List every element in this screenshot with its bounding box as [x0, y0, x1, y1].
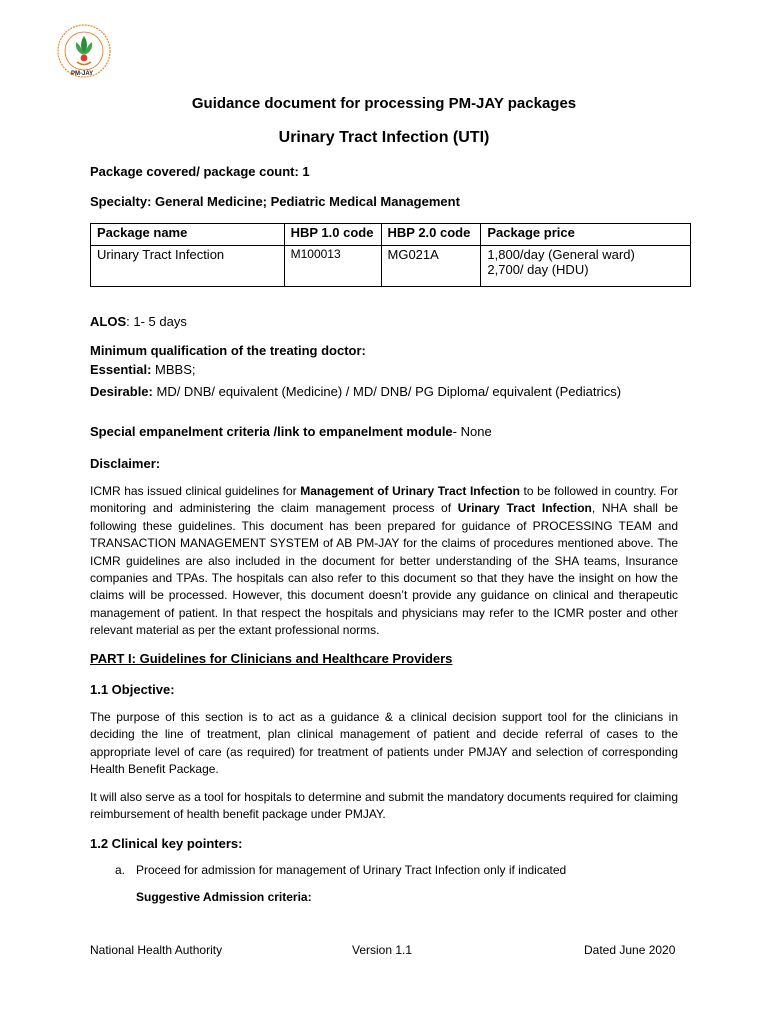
price-general-ward: 1,800/day (General ward)	[487, 247, 635, 262]
footer-left: National Health Authority	[90, 943, 223, 957]
desirable-qualification	[90, 384, 621, 399]
essential-qualification	[90, 362, 196, 377]
essential-value: MBBS;	[151, 362, 196, 377]
disclaimer-text-2: Management of Urinary Tract Infection	[300, 484, 520, 498]
header-hbp2-code: HBP 2.0 code	[381, 224, 481, 246]
admission-criteria-heading: Suggestive Admission criteria:	[136, 890, 312, 904]
cell-package-name: Urinary Tract Infection	[91, 246, 285, 287]
objective-paragraph-2: It will also serve as a tool for hospitals to determine and submit the mandatory documents required for claiming reimbursement of health benefit package under PMJAY.	[90, 790, 678, 822]
cell-hbp2-code: MG021A	[381, 246, 481, 287]
special-label: Special empanelment criteria /link to empanelment module	[90, 424, 453, 439]
footer-date: Dated June 2020	[584, 943, 676, 957]
desirable-label: Desirable:	[90, 384, 153, 399]
desirable-value: MD/ DNB/ equivalent (Medicine) / MD/ DNB/ PG Diploma/ equivalent (Pediatrics)	[152, 384, 622, 399]
clinical-pointers-heading: 1.2 Clinical key pointers:	[90, 836, 243, 851]
objective-paragraph-1: The purpose of this section is to act as a guidance & a clinical decision support tool for the clinicians in deciding the line of treatment, plan clinical management of patient and decide referral of cases to the appropriate level of care (as required) for treatment of patients under PMJAY and selection of corresponding Health Benefit Package.	[90, 710, 678, 777]
special-value: - None	[452, 424, 492, 439]
alos-value: : 1- 5 days	[126, 314, 187, 329]
table-header-row	[91, 224, 691, 246]
price-hdu: 2,700/ day (HDU)	[487, 262, 589, 277]
header-hbp1-code: HBP 1.0 code	[284, 224, 381, 246]
specialty: Specialty: General Medicine; Pediatric Medical Management	[90, 194, 460, 209]
package-count: Package covered/ package count: 1	[90, 164, 310, 179]
disclaimer-text-3: to be followed in country. For monitoring and administering the claim management process of	[90, 484, 678, 516]
cell-hbp1-code: M100013	[284, 246, 381, 287]
header-package-name: Package name	[91, 224, 285, 246]
cell-package-price	[481, 246, 691, 287]
disclaimer-heading: Disclaimer:	[90, 456, 161, 471]
package-table	[90, 223, 691, 287]
essential-label: Essential:	[90, 362, 152, 377]
alos-label: ALOS	[90, 314, 127, 329]
alos	[90, 314, 187, 329]
disclaimer-text-1: ICMR has issued clinical guidelines for	[90, 484, 301, 498]
table-row	[91, 246, 691, 287]
footer-version: Version 1.1	[352, 943, 413, 957]
document-subtitle: Urinary Tract Infection (UTI)	[278, 129, 490, 146]
pointer-a-marker: a.	[115, 863, 126, 877]
special-empanelment	[90, 424, 492, 439]
disclaimer-paragraph	[90, 483, 678, 640]
objective-heading: 1.1 Objective:	[90, 682, 175, 697]
pointer-a-text: Proceed for admission for management of Urinary Tract Infection only if indicated	[136, 863, 567, 877]
disclaimer-text-4: Urinary Tract Infection	[457, 501, 592, 516]
document-title: Guidance document for processing PM-JAY packages	[191, 95, 577, 112]
header-package-price: Package price	[481, 224, 691, 246]
logo-caption: PM-JAY	[71, 71, 94, 77]
disclaimer-text-5: , NHA shall be following these guidelines. This document has been prepared for guidance of PROCESSING TEAM and TRANSACTION MANAGEMENT SYSTEM of AB PM-JAY for the claims of procedures mentioned above. The ICMR guidelines are also included in the document for better understanding of the SHA teams, Insurance companies and TPAs. The hospitals can also refer to this document so that they have the insight on how the claims will be processed. However, this document doesn’t provide any guidance on clinical and therapeutic management of patient. In that respect the hospitals and physicians may refer to the ICMR poster and other relevant material as per the extant professional norms.	[90, 501, 678, 638]
part1-heading: PART I: Guidelines for Clinicians and Healthcare Providers	[90, 651, 453, 666]
min-qualification-heading: Minimum qualification of the treating doctor:	[90, 343, 366, 358]
